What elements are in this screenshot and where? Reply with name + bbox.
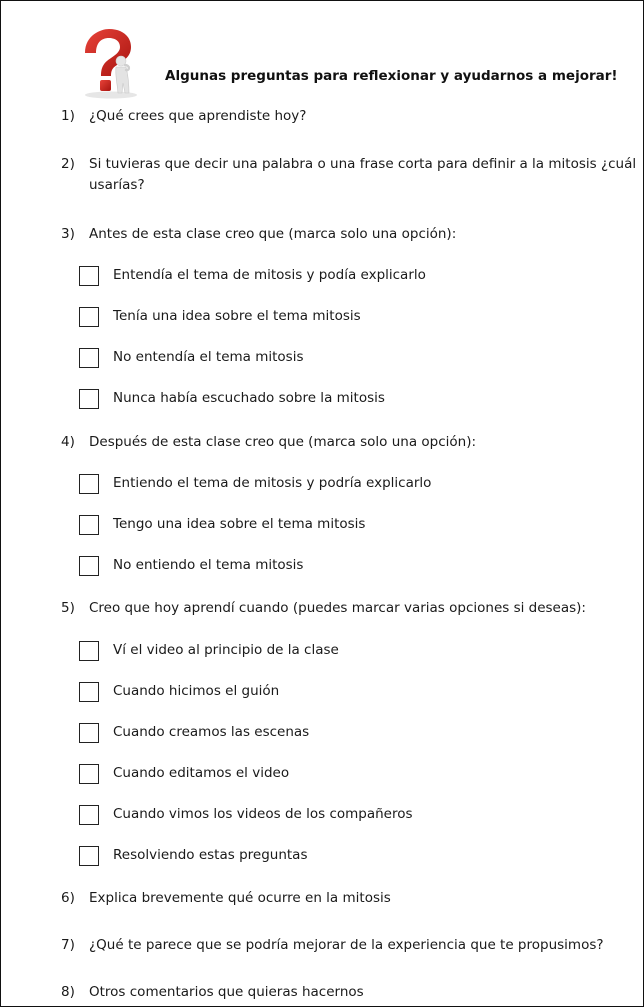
page-title: Algunas preguntas para reflexionar y ayudarnos a mejorar! (165, 68, 618, 84)
option-label: Ví el video al principio de la clase (113, 642, 339, 658)
question-text: Después de esta clase creo que (marca solo una opción): (89, 434, 477, 450)
option-label: Cuando vimos los videos de los compañeros (113, 806, 413, 822)
option-label: Cuando hicimos el guión (113, 683, 280, 699)
question-number: 8) (61, 984, 75, 1000)
question-text: Otros comentarios que quieras hacernos (89, 984, 364, 1000)
checkbox-icon[interactable] (79, 641, 99, 661)
option-label: Entiendo el tema de mitosis y podría explicarlo (113, 475, 432, 491)
option-label: Entendía el tema de mitosis y podía explicarlo (113, 267, 426, 283)
option-label: Cuando creamos las escenas (113, 724, 310, 740)
question-8 (61, 982, 629, 1003)
checkbox-icon[interactable] (79, 348, 99, 368)
option-label: Resolviendo estas preguntas (113, 847, 308, 863)
question-1 (61, 106, 629, 127)
question-mark-figure-icon (75, 27, 141, 99)
checkbox-icon[interactable] (79, 723, 99, 743)
option-label: No entiendo el tema mitosis (113, 557, 304, 573)
checkbox-icon[interactable] (79, 389, 99, 409)
option-label: Tengo una idea sobre el tema mitosis (113, 516, 366, 532)
question-text: Si tuvieras que decir una palabra o una frase corta para definir a la mitosis ¿cuál usarías? (89, 156, 637, 193)
question-number: 3) (61, 226, 75, 242)
checkbox-icon[interactable] (79, 474, 99, 494)
checkbox-icon[interactable] (79, 805, 99, 825)
question-7 (61, 935, 644, 956)
question-3 (61, 224, 629, 245)
question-number: 6) (61, 890, 75, 906)
question-5 (61, 598, 644, 619)
question-4 (61, 432, 629, 453)
option-label: Cuando editamos el video (113, 765, 290, 781)
question-number: 2) (61, 156, 75, 172)
checkbox-icon[interactable] (79, 556, 99, 576)
checkbox-icon[interactable] (79, 307, 99, 327)
question-2 (61, 154, 639, 196)
question-6 (61, 888, 629, 909)
question-text: Explica brevemente qué ocurre en la mitosis (89, 890, 391, 906)
checkbox-icon[interactable] (79, 846, 99, 866)
question-text: Antes de esta clase creo que (marca solo una opción): (89, 226, 457, 242)
question-text: ¿Qué te parece que se podría mejorar de la experiencia que te propusimos? (89, 937, 604, 953)
checkbox-icon[interactable] (79, 266, 99, 286)
checkbox-icon[interactable] (79, 515, 99, 535)
option-label: Tenía una idea sobre el tema mitosis (113, 308, 361, 324)
question-number: 5) (61, 600, 75, 616)
question-number: 4) (61, 434, 75, 450)
question-text: Creo que hoy aprendí cuando (puedes marcar varias opciones si deseas): (89, 600, 586, 616)
checkbox-icon[interactable] (79, 682, 99, 702)
question-number: 7) (61, 937, 75, 953)
question-text: ¿Qué crees que aprendiste hoy? (89, 108, 307, 124)
checkbox-icon[interactable] (79, 764, 99, 784)
option-label: No entendía el tema mitosis (113, 349, 304, 365)
question-number: 1) (61, 108, 75, 124)
option-label: Nunca había escuchado sobre la mitosis (113, 390, 385, 406)
